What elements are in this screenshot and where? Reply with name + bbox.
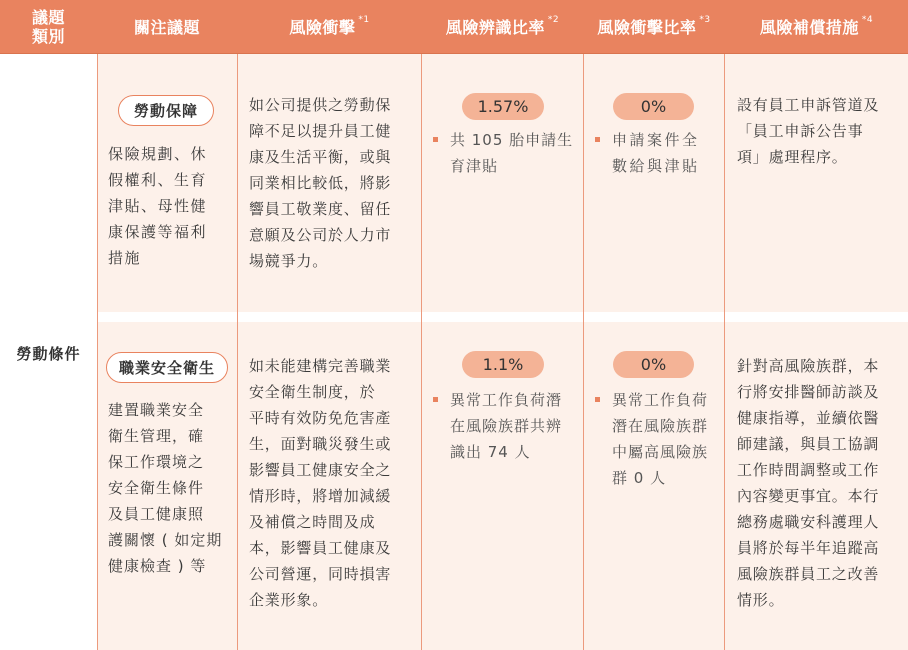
bullet-icon <box>595 397 600 402</box>
bullet-icon <box>433 137 438 142</box>
topic-tag: 職業安全衛生 <box>106 352 228 383</box>
column-divider <box>583 54 584 650</box>
compensation-line: 師建議，與員工協調 <box>737 435 880 453</box>
header-impact <box>238 0 421 54</box>
impact-line: 響員工敬業度、留任 <box>249 200 392 218</box>
topic-description-line: 護關懷 ( 如定期 <box>108 531 223 549</box>
column-divider <box>97 54 98 650</box>
impact-rate-note-line: 異常工作負荷 <box>612 391 709 409</box>
topic-description-line: 及員工健康照 <box>108 505 205 523</box>
compensation-text <box>737 92 901 170</box>
topic-description-line: 措施 <box>108 249 142 267</box>
impact-rate-note-line: 群 0 人 <box>612 469 667 487</box>
impact-line: 如未能建構完善職業 <box>249 357 392 375</box>
identify-rate-note <box>450 387 578 465</box>
header-category-line2: 類別 <box>31 27 65 46</box>
compensation-text <box>737 353 901 613</box>
header-topic <box>97 0 237 54</box>
topic-description-line: 安全衛生條件 <box>108 479 205 497</box>
impact-rate-note <box>612 387 720 491</box>
compensation-line: 情形。 <box>737 591 785 609</box>
topic-description-line: 衛生管理，確 <box>108 427 205 445</box>
compensation-line: 員將於每半年追蹤高 <box>737 539 880 557</box>
compensation-line: 健康指導，並續依醫 <box>737 409 880 427</box>
identify-rate-note-line: 在風險族群共辨 <box>450 417 563 435</box>
compensation-line: 總務處職安科護理人 <box>737 513 880 531</box>
impact-line: 影響員工健康安全之 <box>249 461 392 479</box>
impact-line: 企業形象。 <box>249 591 329 609</box>
header-identify-note: *2 <box>547 14 560 25</box>
header-impact-rate-label: 風險衝擊比率 <box>597 17 697 37</box>
header-category-line1: 議題 <box>31 8 65 27</box>
identify-rate-note-line: 育津貼 <box>450 157 499 175</box>
impact-line: 如公司提供之勞動保 <box>249 96 392 114</box>
topic-description-line: 假權利、生育 <box>108 171 208 189</box>
compensation-line: 「員工申訴公告事 <box>737 122 864 140</box>
header-compensation <box>725 0 908 54</box>
impact-rate-badge: 0% <box>613 351 694 378</box>
compensation-line: 項」處理程序。 <box>737 148 848 166</box>
bullet-icon <box>433 397 438 402</box>
identify-rate-note <box>450 127 578 179</box>
identify-rate-note-line: 識出 74 人 <box>450 443 531 461</box>
compensation-line: 針對高風險族群，本 <box>737 357 880 375</box>
header-impact-rate <box>584 0 724 54</box>
impact-line: 場競爭力。 <box>249 252 329 270</box>
header-impact-note: *1 <box>358 14 370 25</box>
impact-rate-note-line: 數給與津貼 <box>612 157 700 175</box>
impact-rate-badge: 0% <box>613 93 694 120</box>
impact-rate-note-line: 申請案件全 <box>612 131 700 149</box>
topic-description <box>108 141 230 271</box>
impact-text <box>249 92 415 274</box>
topic-description-line: 津貼、母性健 <box>108 197 208 215</box>
topic-description-line: 保工作環境之 <box>108 453 205 471</box>
compensation-line: 工作時間調整或工作 <box>737 461 880 479</box>
impact-rate-note <box>612 127 718 179</box>
topic-description-line: 保險規劃、休 <box>108 145 208 163</box>
identify-rate-note-line: 異常工作負荷潛 <box>450 391 563 409</box>
header-impact-label: 風險衝擊 <box>289 17 356 37</box>
impact-rate-note-line: 中屬高風險族 <box>612 443 709 461</box>
topic-description-line: 康保護等福利 <box>108 223 208 241</box>
header-identify-rate <box>422 0 583 54</box>
header-compensation-label: 風險補償措施 <box>759 17 859 37</box>
impact-line: 同業相比較低，將影 <box>249 174 392 192</box>
topic-description-line: 健康檢查 ) 等 <box>108 557 207 575</box>
header-topic-label: 關注議題 <box>133 17 200 37</box>
impact-line: 公司營運，同時損害 <box>249 565 392 583</box>
compensation-line: 內容變更事宜。本行 <box>737 487 880 505</box>
compensation-line: 風險族群員工之改善 <box>737 565 880 583</box>
impact-line: 障不足以提升員工健 <box>249 122 392 140</box>
bullet-icon <box>595 137 600 142</box>
topic-tag: 勞動保障 <box>118 95 214 126</box>
impact-line: 康及生活平衡，或與 <box>249 148 392 166</box>
impact-rate-note-line: 潛在風險族群 <box>612 417 709 435</box>
compensation-line: 行將安排醫師訪談及 <box>737 383 880 401</box>
impact-line: 情形時，將增加減緩 <box>249 487 392 505</box>
identify-rate-badge: 1.57% <box>462 93 544 120</box>
header-identify-rate-label: 風險辨識比率 <box>445 17 545 37</box>
impact-text <box>249 353 415 613</box>
column-divider <box>421 54 422 650</box>
impact-line: 及補償之時間及成 <box>249 513 376 531</box>
impact-line: 平時有效防免危害產 <box>249 409 392 427</box>
identify-rate-badge: 1.1% <box>462 351 544 378</box>
compensation-line: 設有員工申訴管道及 <box>737 96 880 114</box>
header-impact-rate-note: *3 <box>699 14 711 25</box>
table-header <box>0 0 908 54</box>
category-label: 勞動條件 <box>16 345 81 363</box>
column-divider <box>724 54 725 650</box>
column-divider <box>237 54 238 650</box>
impact-line: 本，影響員工健康及 <box>249 539 392 557</box>
impact-line: 生，面對職災發生或 <box>249 435 392 453</box>
topic-description-line: 建置職業安全 <box>108 401 205 419</box>
header-compensation-note: *4 <box>861 14 874 25</box>
header-category <box>0 0 97 54</box>
impact-line: 意願及公司於人力市 <box>249 226 392 244</box>
impact-line: 安全衛生制度，於 <box>249 383 376 401</box>
topic-description <box>108 397 232 579</box>
identify-rate-note-line: 共 105 胎申請生 <box>450 131 574 149</box>
